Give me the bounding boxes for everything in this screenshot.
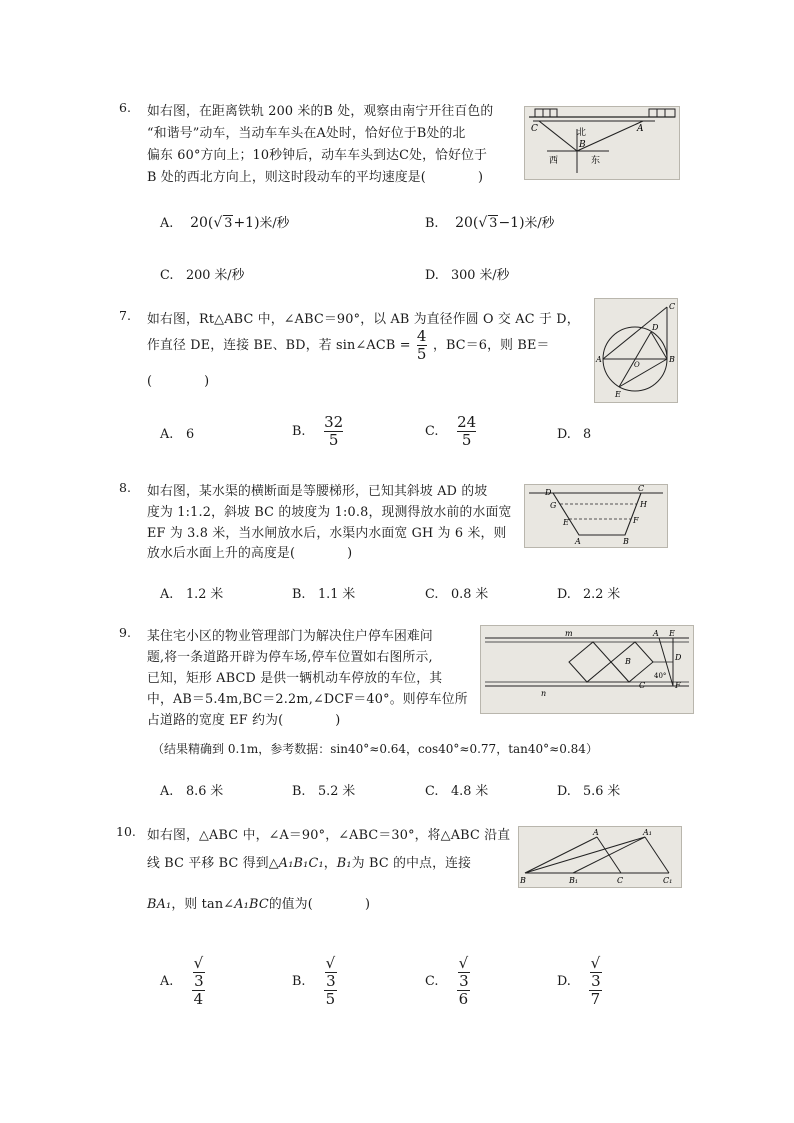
fig-label: m [565, 629, 573, 638]
reference-note: （结果精确到 0.1m，参考数据：sin40°≈0.64，cos40°≈0.77，tan40°≈0.84） [152, 742, 598, 756]
question-text-line: 线 BC 平移 BC 得到△A₁B₁C₁，B₁为 BC 的中点，连接 [147, 856, 472, 871]
fig-label: C [638, 485, 645, 493]
option-c[interactable]: C. 0.8 米 [425, 587, 489, 602]
fig-label: B₁ [569, 876, 579, 885]
option-d[interactable]: D. 8 [557, 427, 592, 442]
figure-translated-triangle [518, 826, 682, 888]
fig-label: O [634, 361, 640, 369]
question-number: 8. [119, 480, 131, 495]
fig-label: B [625, 657, 631, 666]
fig-label: 东 [591, 156, 601, 166]
fig-label: D [652, 323, 659, 332]
option-d[interactable]: D. √ 3 7 [557, 954, 601, 1008]
fig-label: B [520, 876, 526, 885]
figure-circle [594, 298, 678, 403]
question-text-line: 某住宅小区的物业管理部门为解决住户停车困难问 [147, 629, 433, 644]
fig-label: n [541, 689, 547, 698]
fig-label: C [531, 124, 538, 134]
question-text-line: 如右图，Rt△ABC 中，∠ABC＝90°，以 AB 为直径作圆 O 交 AC 于 D， [147, 312, 580, 327]
fig-label: A [575, 537, 581, 546]
fig-label: 40° [654, 672, 667, 680]
question-text-line: EF 为 3.8 米，当水闸放水后，水渠内水面宽 GH 为 6 米，则 [147, 526, 507, 541]
option-a[interactable]: A. 20(√ 3+1)米/秒 [160, 215, 290, 231]
option-a[interactable]: A. 8.6 米 [160, 784, 224, 799]
option-c[interactable]: C. 4.8 米 [425, 784, 489, 799]
fig-label: A [593, 828, 599, 837]
option-d[interactable]: D. 2.2 米 [557, 587, 621, 602]
fig-label: C [639, 681, 646, 690]
option-a[interactable]: A. 1.2 米 [160, 587, 224, 602]
figure-parking [480, 625, 694, 714]
option-a[interactable]: A. 6 [160, 427, 195, 442]
option-d[interactable]: D. 5.6 米 [557, 784, 621, 799]
question-text-line: 作直径 DE，连接 BE、BD，若 sin∠ACB = $\frac{4}{5}$ ，BC＝6，则 BE＝ [147, 327, 550, 363]
fig-label: D [675, 653, 682, 662]
fig-label: B [623, 537, 629, 546]
question-text-line: 如右图，在距离铁轨 200 米的B 处，观察由南宁开往百色的 [147, 104, 494, 119]
question-text-line: 如右图，△ABC 中，∠A＝90°，∠ABC＝30°，将△ABC 沿直 [147, 828, 511, 843]
option-b[interactable]: B. 20(√ 3−1)米/秒 [425, 215, 555, 231]
fig-label: B [579, 140, 586, 150]
fig-label: H [640, 500, 647, 509]
fig-label: E [669, 629, 675, 638]
fig-label: A₁ [643, 828, 652, 837]
option-c[interactable]: C. √ 3 6 [425, 954, 469, 1008]
question-text-line: 中，AB＝5.4m,BC＝2.2m,∠DCF＝40°。则停车位所 [147, 692, 468, 707]
question-text-line: 偏东 60°方向上；10秒钟后，动车车头到达C处，恰好位于 [147, 148, 488, 163]
question-number: 9. [119, 625, 131, 640]
fig-label: F [633, 516, 639, 525]
question-number: 10. [116, 824, 136, 839]
fig-label: C [617, 876, 624, 885]
fig-label: A [596, 355, 602, 364]
option-d[interactable]: D. 300 米/秒 [425, 268, 510, 283]
option-b[interactable]: B. 1.1 米 [292, 587, 356, 602]
option-c[interactable]: C. $\frac{24}{5}$ [425, 413, 477, 449]
question-number: 7. [119, 308, 131, 323]
question-text-line: 如右图，某水渠的横断面是等腰梯形，已知其斜坡 AD 的坡 [147, 484, 488, 499]
fig-label: G [550, 501, 557, 510]
figure-trapezoid [524, 484, 668, 548]
question-text-line: B 处的西北方向上，则这时段动车的平均速度是( ) [147, 170, 484, 185]
question-text-line: 已知，矩形 ABCD 是供一辆机动车停放的车位，其 [147, 671, 443, 686]
fig-label: 北 [577, 128, 587, 138]
fig-label: F [675, 681, 681, 690]
option-b[interactable]: B. $\frac{32}{5}$ [292, 413, 344, 449]
fig-label: A [653, 629, 659, 638]
question-text-line: ( ) [147, 374, 210, 389]
fig-label: C₁ [663, 876, 673, 885]
option-a[interactable]: A. √ 3 4 [160, 954, 204, 1008]
question-text-line: 度为 1:1.2，斜坡 BC 的坡度为 1:0.8，现测得放水前的水面宽 [147, 505, 512, 520]
fig-label: E [615, 390, 621, 399]
option-c[interactable]: C. 200 米/秒 [160, 268, 245, 283]
question-text-line: BA₁，则 tan∠A₁BC的值为( ) [147, 897, 371, 912]
fig-label: C [669, 302, 676, 311]
option-b[interactable]: B. √ 3 5 [292, 954, 336, 1008]
fig-label: B [669, 355, 675, 364]
question-text-line: “和谐号”动车，当动车车头在A处时，恰好位于B处的北 [147, 126, 466, 141]
fig-label: A [637, 124, 644, 134]
question-number: 6. [119, 100, 131, 115]
fig-label: E [563, 518, 569, 527]
option-b[interactable]: B. 5.2 米 [292, 784, 356, 799]
question-text-line: 放水后水面上升的高度是( ) [147, 546, 353, 561]
fig-label: D [545, 488, 552, 497]
fig-label: 西 [549, 156, 559, 166]
question-text-line: 题,将一条道路开辟为停车场,停车位置如右图所示, [147, 650, 433, 665]
figure-railway [524, 106, 680, 180]
question-text-line: 占道路的宽度 EF 约为( ) [147, 713, 341, 728]
